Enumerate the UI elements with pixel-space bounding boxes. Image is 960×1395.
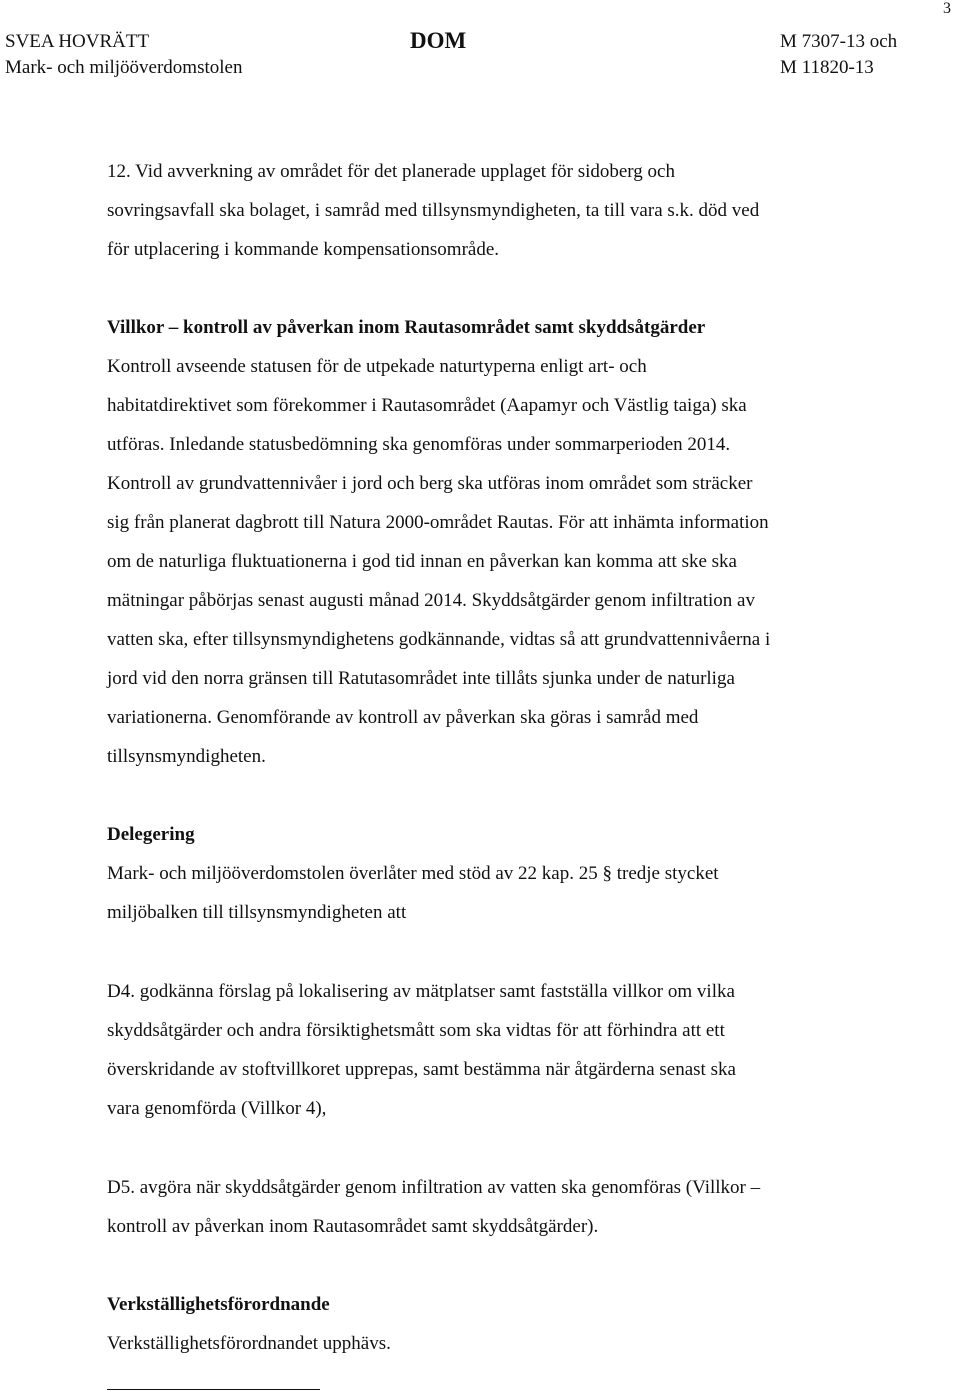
item12-line: för utplacering i kommande kompensationsområde. xyxy=(107,239,500,260)
villkor-line: mätningar påbörjas senast augusti månad 2014. Skyddsåtgärder genom infiltration av xyxy=(107,590,755,611)
d4-line: D4. godkänna förslag på lokalisering av mätplatser samt fastställa villkor om vilka xyxy=(107,981,735,1002)
court-division: Mark- och miljööverdomstolen xyxy=(5,57,243,78)
villkor-line: tillsynsmyndigheten. xyxy=(107,746,266,767)
end-rule xyxy=(107,1389,320,1390)
delegering-line: Mark- och miljööverdomstolen överlåter med stöd av 22 kap. 25 § tredje stycket xyxy=(107,863,719,884)
d5-line: kontroll av påverkan inom Rautasområdet samt skyddsåtgärder). xyxy=(107,1216,599,1237)
page-number: 3 xyxy=(943,0,951,17)
verkstallighet-text: Verkställighetsförordnandet upphävs. xyxy=(107,1333,391,1354)
item12-line: sovringsavfall ska bolaget, i samråd med tillsynsmyndigheten, ta till vara s.k. död ved xyxy=(107,200,760,221)
court-name: SVEA HOVRÄTT xyxy=(5,31,150,52)
header-right xyxy=(780,29,897,81)
villkor-line: vatten ska, efter tillsynsmyndighetens godkännande, vidtas så att grundvattennivåerna i xyxy=(107,629,771,650)
d4-line: överskridande av stoftvillkoret upprepas, samt bestämma när åtgärderna senast ska xyxy=(107,1059,736,1080)
villkor-line: sig från planerat dagbrott till Natura 2000-området Rautas. För att inhämta information xyxy=(107,512,769,533)
delegering-line: miljöbalken till tillsynsmyndigheten att xyxy=(107,902,407,923)
section-heading-verkstallighet: Verkställighetsförordnande xyxy=(107,1294,330,1315)
section-heading-villkor: Villkor – kontroll av påverkan inom Rautasområdet samt skyddsåtgärder xyxy=(107,317,706,338)
villkor-line: jord vid den norra gränsen till Ratutasområdet inte tillåts sjunka under de naturliga xyxy=(107,668,735,689)
d5-line: D5. avgöra när skyddsåtgärder genom infiltration av vatten ska genomföras (Villkor – xyxy=(107,1177,761,1198)
header-left xyxy=(5,29,242,81)
villkor-line: habitatdirektivet som förekommer i Rautasområdet (Aapamyr och Västlig taiga) ska xyxy=(107,395,747,416)
d4-line: skyddsåtgärder och andra försiktighetsmått som ska vidtas för att förhindra att ett xyxy=(107,1020,725,1041)
villkor-line: om de naturliga fluktuationerna i god tid innan en påverkan kan komma att ske ska xyxy=(107,551,737,572)
section-heading-delegering: Delegering xyxy=(107,824,195,845)
villkor-line: Kontroll avseende statusen för de utpekade naturtyperna enligt art- och xyxy=(107,356,647,377)
villkor-line: Kontroll av grundvattennivåer i jord och berg ska utföras inom området som sträcker xyxy=(107,473,753,494)
document-type: DOM xyxy=(410,28,467,53)
item12-line: 12. Vid avverkning av området för det planerade upplaget för sidoberg och xyxy=(107,161,675,182)
villkor-line: utföras. Inledande statusbedömning ska genomföras under sommarperioden 2014. xyxy=(107,434,731,455)
case-number-1: M 7307-13 och xyxy=(780,31,898,52)
d4-line: vara genomförda (Villkor 4), xyxy=(107,1098,327,1119)
villkor-line: variationerna. Genomförande av kontroll av påverkan ska göras i samråd med xyxy=(107,707,699,728)
case-number-2: M 11820-13 xyxy=(780,57,874,78)
